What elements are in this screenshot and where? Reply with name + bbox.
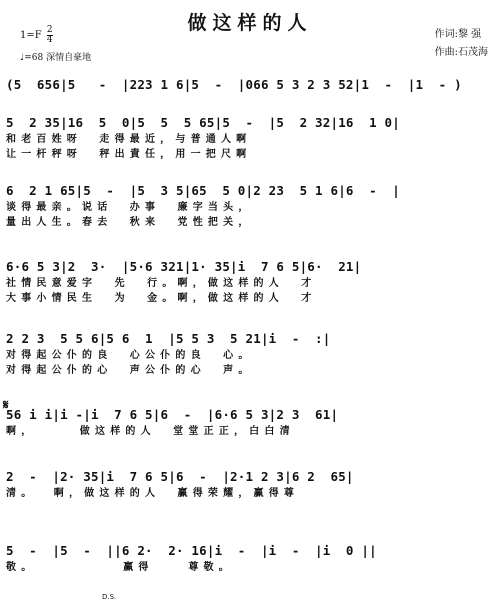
lyric-verse-1: 对得起公仆的良 心公仆的良 心。 (6, 350, 254, 361)
key-label: 1=F (20, 30, 42, 41)
lyric-line: 啊， 做这样的人 堂堂正正，白白清 (6, 426, 295, 437)
notes-line: 5 - |5 - ||6 2· 2· 16|i - |i - |i 0 || (6, 543, 377, 558)
ds-marking: D.S. (102, 593, 117, 601)
lyricist: 作词:黎 强 (434, 29, 482, 40)
song-title: 做这样的人 (187, 12, 313, 34)
lyric-verse-2: 量出人生。春去 秋来 党性把关， (6, 217, 254, 228)
lyric-line: 敬。 赢得 尊敬。 (6, 562, 234, 573)
lyric-verse-2: 大事小情民生 为 金。啊，做这样的人 才 (6, 293, 317, 304)
lyric-line: 清。 啊，做这样的人 赢得荣耀，赢得尊 (6, 488, 300, 499)
key-signature (20, 26, 53, 45)
notes-line: 5 2 35|16 5 0|5 5 5 65|5 - |5 2 32|16 1 0| (6, 115, 401, 130)
notes-line: 6 2 1 65|5 - |5 3 5|65 5 0|2 23 5 1 6|6 - | (6, 183, 401, 198)
notes-line: 6·6 5 3|2 3· |5·6 321|1· 35|i 7 6 5|6· 21| (6, 259, 362, 274)
lyric-verse-1: 社情民意爱字 先 行。啊，做这样的人 才 (6, 278, 317, 289)
system-7 (6, 468, 490, 501)
system-2 (6, 114, 490, 162)
notes-line: 2 2 3 5 5 6|5 6 1 |5 5 3 5 21|i - :| (6, 331, 331, 346)
system-3 (6, 182, 490, 230)
lyric-verse-1: 谈得最亲。说话 办事 廉字当头， (6, 202, 254, 213)
composer: 作曲:石茂海 (434, 47, 488, 58)
lyric-verse-2: 对得起公仆的心 声公仆的心 声。 (6, 365, 254, 376)
segno-mark: 𝄋 (3, 398, 9, 413)
lyric-verse-2: 让一杆秤呀 秤出責任，用一把尺啊 (6, 149, 252, 160)
lyric-verse-1: 和老百姓呀 走得最近，与普通人啊 (6, 134, 252, 145)
tempo-marking: ♩=68 深情自豪地 (20, 53, 92, 63)
notes-line: 56 i i|i -|i 7 6 5|6 - |6·6 5 3|2 3 61| (6, 407, 339, 422)
credits (435, 26, 488, 62)
time-top: 2 (46, 25, 53, 35)
system-1 (6, 76, 490, 94)
time-signature (47, 26, 53, 45)
system-5 (6, 330, 490, 378)
notes-line: 2 - |2· 35|i 7 6 5|6 - |2·1 2 3|6 2 65| (6, 469, 354, 484)
time-bottom: 4 (46, 35, 53, 45)
system-6 (6, 406, 490, 439)
notes-line: (5 656|5 - |223 1 6|5 - |066 5 3 2 3 52|1 - |1 - ) (6, 77, 462, 92)
system-8 (6, 542, 490, 575)
system-4 (6, 258, 490, 306)
